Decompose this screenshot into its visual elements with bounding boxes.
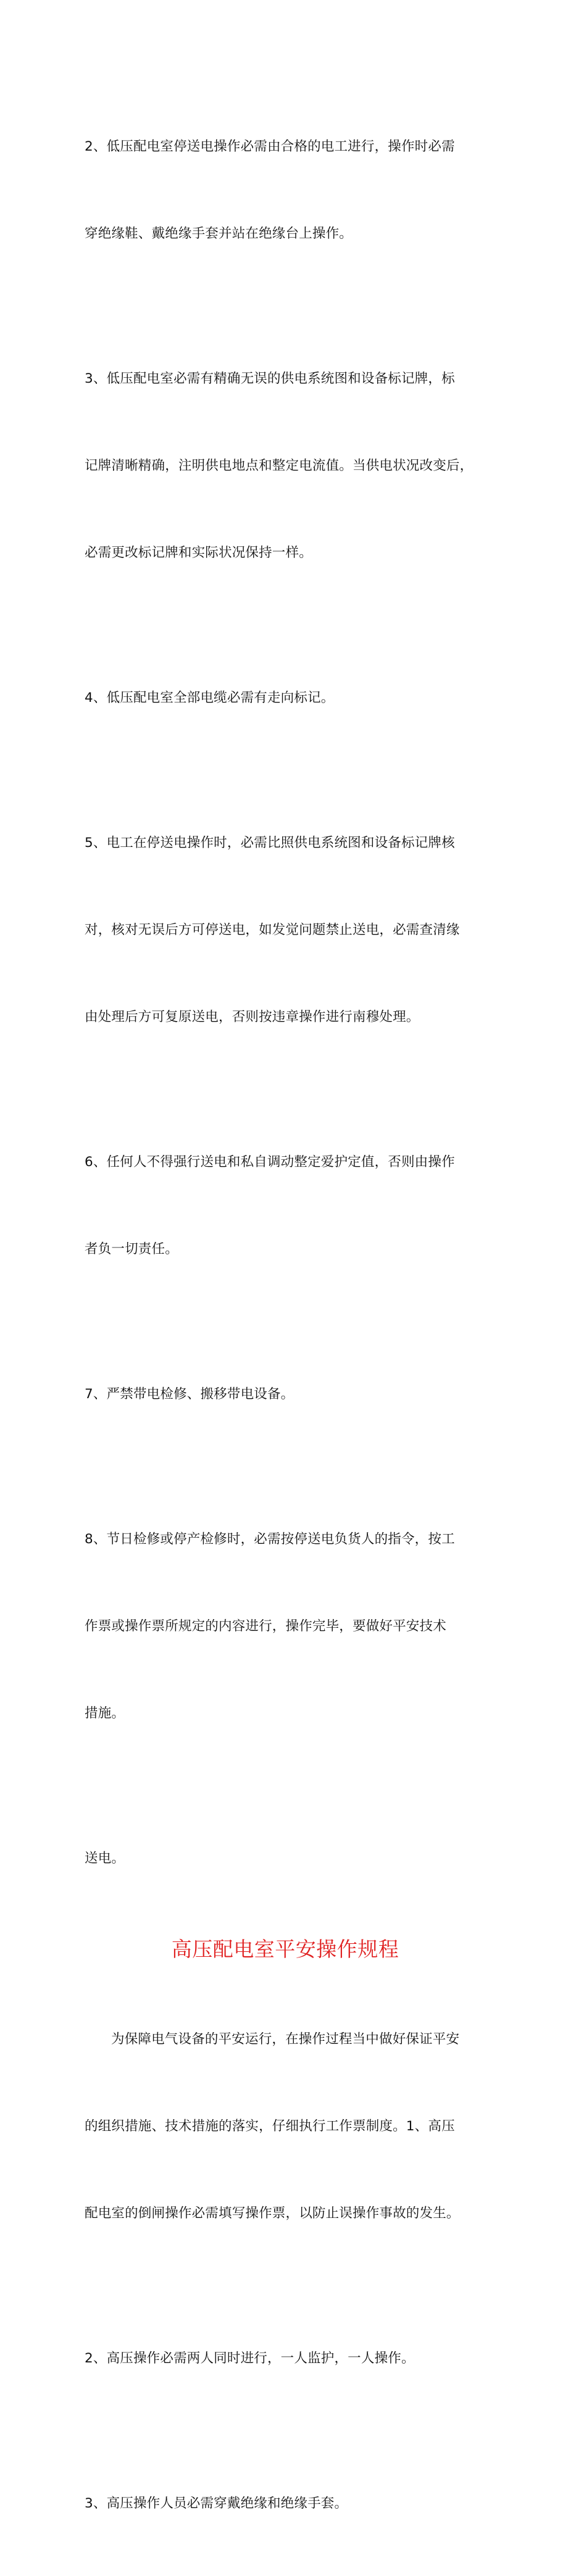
text-line: 作票或操作票所规定的内容进行，操作完毕，要做好平安技术 bbox=[85, 1619, 446, 1634]
text-line: 者负一切责任。 bbox=[85, 1241, 178, 1257]
section-intro bbox=[85, 1967, 486, 2286]
text-line: 7、严禁带电检修、搬移带电设备。 bbox=[85, 1386, 294, 1402]
text-line: 4、低压配电室全部电缆必需有走向标记。 bbox=[85, 690, 335, 706]
text-line: 记牌清晰精确，注明供电地点和整定电流值。当供电状况改变后， bbox=[85, 458, 474, 473]
text-line: 对，核对无误后方可停送电，如发觉问题禁止送电，必需查清缘 bbox=[85, 922, 460, 938]
item-trailing bbox=[85, 1786, 486, 1931]
item-5 bbox=[85, 770, 486, 1090]
text-line: 2、高压操作必需两人同时进行，一人监护，一人操作。 bbox=[85, 2351, 415, 2366]
text-line: 由处理后方可复原送电，否则按违章操作进行南穆处理。 bbox=[85, 1009, 420, 1025]
item-3 bbox=[85, 306, 486, 625]
document-body bbox=[85, 74, 486, 2576]
section-item-3 bbox=[85, 2431, 486, 2576]
section-title: 高压配电室平安操作规程 bbox=[171, 1937, 399, 1961]
text-line: 穿绝缘鞋、戴绝缘手套并站在绝缘台上操作。 bbox=[85, 226, 353, 241]
item-2 bbox=[85, 74, 486, 306]
text-line: 配电室的倒闸操作必需填写操作票，以防止误操作事故的发生。 bbox=[85, 2206, 460, 2221]
text-line: 5、电工在停送电操作时，必需比照供电系统图和设备标记牌核 bbox=[85, 835, 455, 851]
text-line: 必需更改标记牌和实际状况保持一样。 bbox=[85, 545, 312, 561]
text-line: 送电。 bbox=[85, 1851, 125, 1866]
item-4 bbox=[85, 625, 486, 770]
item-6 bbox=[85, 1090, 486, 1322]
text-line: 为保障电气设备的平安运行，在操作过程当中做好保证平安 bbox=[111, 2032, 460, 2047]
text-line: 3、低压配电室必需有精确无误的供电系统图和设备标记牌，标 bbox=[85, 371, 455, 386]
section-item-2 bbox=[85, 2286, 486, 2431]
text-line: 6、任何人不得强行送电和私自调动整定爱护定值，否则由操作 bbox=[85, 1154, 455, 1170]
item-7 bbox=[85, 1322, 486, 1467]
item-8 bbox=[85, 1467, 486, 1786]
text-line: 的组织措施、技术措施的落实，仔细执行工作票制度。1、高压 bbox=[85, 2119, 455, 2134]
text-line: 措施。 bbox=[85, 1706, 125, 1721]
text-line: 3、高压操作人员必需穿戴绝缘和绝缘手套。 bbox=[85, 2496, 348, 2511]
text-line: 8、节日检修或停产检修时，必需按停送电负货人的指令，按工 bbox=[85, 1532, 455, 1547]
text-line: 2、低压配电室停送电操作必需由合格的电工进行，操作时必需 bbox=[85, 139, 455, 154]
